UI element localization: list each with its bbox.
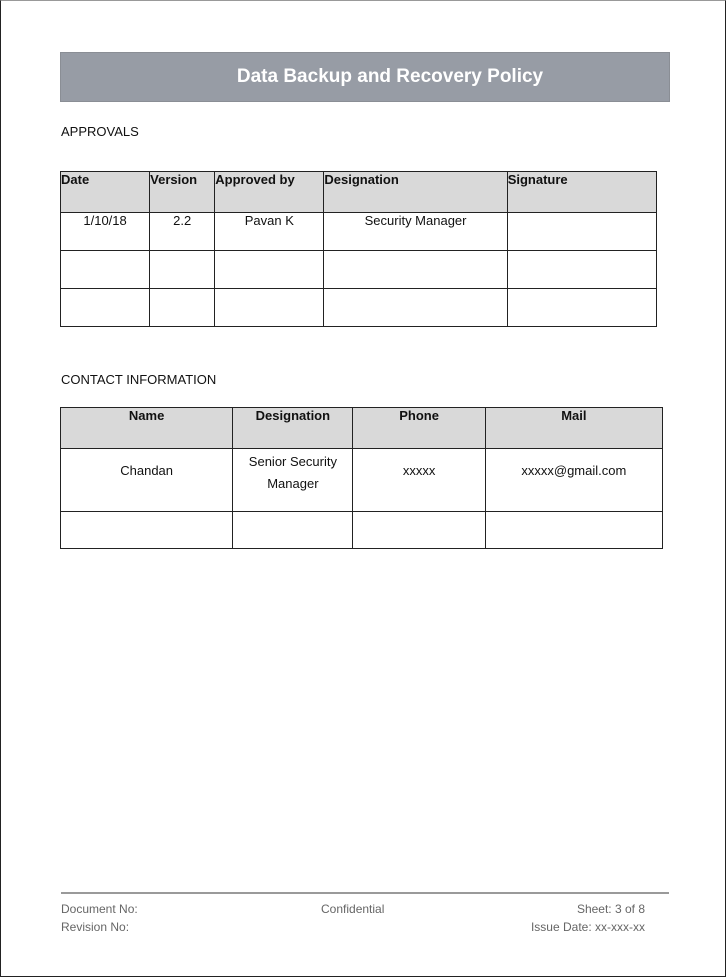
table-row [61,213,657,251]
cell-phone [353,512,485,549]
cell-approved-by: Pavan K [215,213,324,251]
approvals-heading: APPROVALS [61,124,139,139]
cell-approved-by [215,251,324,289]
cell-version [150,289,215,327]
header-mail: Mail [485,408,662,449]
cell-date [61,289,150,327]
approvals-header-row [61,172,657,213]
header-name: Name [61,408,233,449]
table-row [61,449,663,512]
header-phone: Phone [353,408,485,449]
table-row [61,251,657,289]
cell-signature [507,251,656,289]
contact-information-heading: CONTACT INFORMATION [61,372,217,387]
header-version: Version [150,172,215,213]
contacts-header-row [61,408,663,449]
cell-mail [485,512,662,549]
approvals-table [60,171,657,327]
table-row [61,512,663,549]
cell-designation [324,251,507,289]
header-designation: Designation [324,172,507,213]
document-title: Data Backup and Recovery Policy [236,66,544,87]
cell-name: Chandan [61,449,233,512]
cell-date: 1/10/18 [61,213,150,251]
cell-phone: xxxxx [353,449,485,512]
footer-divider [61,892,669,894]
footer-classification: Confidential [321,902,385,916]
cell-designation [324,289,507,327]
header-designation: Designation [233,408,353,449]
footer-document-no: Document No: [61,902,138,916]
cell-mail: xxxxx@gmail.com [485,449,662,512]
contact-information-table [60,407,663,549]
cell-designation [233,512,353,549]
footer-issue-date: Issue Date: xx-xxx-xx [530,920,645,934]
header-date: Date [61,172,150,213]
cell-signature [507,213,656,251]
header-approved-by: Approved by [215,172,324,213]
header-signature: Signature [507,172,656,213]
cell-designation: Security Manager [324,213,507,251]
title-banner [60,52,670,102]
cell-signature [507,289,656,327]
cell-version: 2.2 [150,213,215,251]
cell-designation: Senior Security Manager [233,449,353,512]
footer-sheet: Sheet: 3 of 8 [576,902,645,916]
cell-approved-by [215,289,324,327]
table-row [61,289,657,327]
cell-name [61,512,233,549]
cell-date [61,251,150,289]
cell-version [150,251,215,289]
footer-revision-no: Revision No: [61,920,130,934]
